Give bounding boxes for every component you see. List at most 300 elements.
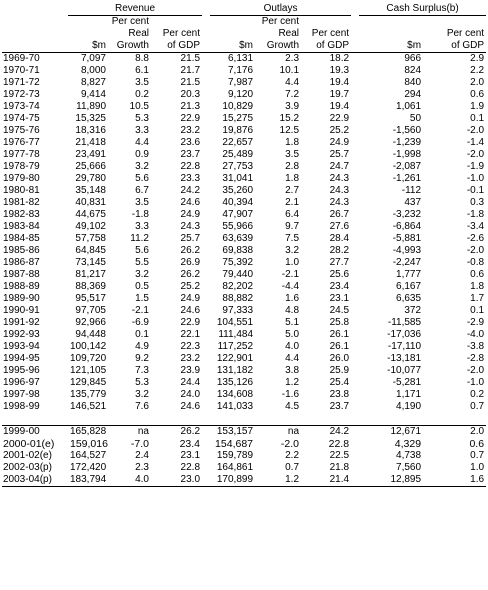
revenue-growth-cell: 3.3: [135, 125, 149, 136]
outlays-millions-cell: 63,639: [222, 233, 254, 244]
year-cell: 1987-88: [3, 269, 40, 280]
revenue-millions-cell: 44,675: [75, 209, 106, 220]
revenue-millions-cell: 109,720: [70, 353, 107, 364]
year-cell: 2002-03(p): [3, 462, 52, 473]
table-row: [2, 450, 486, 462]
year-cell: 1996-97: [3, 377, 40, 388]
outlays-millions-cell: 141,033: [216, 401, 254, 412]
revenue-growth-cell: -1.8: [131, 209, 149, 220]
outlays-growth-header-line2: Real: [278, 28, 300, 39]
outlays-millions-cell: 170,899: [210, 474, 255, 487]
surplus-millions-cell: 372: [404, 305, 422, 316]
revenue-growth-cell: 5.5: [135, 257, 149, 268]
surplus-millions-cell: -112: [401, 185, 422, 196]
surplus-gdp-cell: -1.8: [466, 209, 485, 220]
outlays-growth-cell: -2.0: [280, 438, 300, 450]
column-gap: [351, 53, 359, 66]
column-gap: [351, 113, 359, 125]
revenue-growth-cell: 5.6: [135, 245, 149, 256]
column-gap: [351, 125, 359, 137]
outlays-growth-cell: -1.6: [281, 389, 300, 400]
outlays-gdp-cell: 25.6: [329, 269, 350, 280]
outlays-millions-cell: 135,126: [216, 377, 254, 388]
outlays-gdp-cell: 24.7: [329, 161, 350, 172]
column-gap: [351, 65, 359, 77]
outlays-millions-cell: 9,120: [227, 89, 254, 100]
surplus-gdp-cell: 2.9: [470, 53, 485, 64]
revenue-gdp-cell: 22.9: [180, 113, 201, 124]
outlays-gdp-cell: 25.7: [329, 149, 350, 160]
outlays-gdp-cell: 25.4: [329, 377, 350, 388]
column-gap: [202, 101, 210, 113]
revenue-growth-cell: 3.3: [135, 221, 149, 232]
revenue-millions-cell: 64,845: [75, 245, 106, 256]
outlays-millions-cell: 55,966: [222, 221, 254, 232]
outlays-millions-cell: 35,260: [222, 185, 254, 196]
outlays-millions-cell: 40,394: [222, 197, 254, 208]
outlays-gdp-cell: 24.9: [329, 137, 350, 148]
outlays-millions-cell: 22,657: [222, 137, 254, 148]
revenue-gdp-cell: 22.1: [180, 329, 201, 340]
outlays-millions-cell: 159,789: [216, 450, 254, 461]
revenue-millions-cell: 29,780: [75, 173, 106, 184]
year-cell: 2000-01(e): [3, 438, 55, 450]
year-cell: 1993-94: [3, 341, 40, 352]
outlays-growth-cell: 3.5: [285, 149, 300, 160]
surplus-gdp-cell: 0.6: [469, 438, 485, 450]
revenue-millions-cell: 18,316: [75, 125, 106, 136]
year-cell: 1981-82: [3, 197, 40, 208]
outlays-gdp-cell: 23.8: [329, 389, 350, 400]
surplus-millions-cell: 4,738: [396, 450, 422, 461]
revenue-growth-cell: 3.5: [135, 197, 149, 208]
surplus-millions-cell: -4,993: [392, 245, 422, 256]
table-row: [2, 113, 486, 125]
column-gap: [202, 245, 210, 257]
surplus-gdp-cell: -1.4: [466, 137, 485, 148]
revenue-gdp-cell: 22.8: [180, 161, 201, 172]
surplus-millions-cell: 7,560: [396, 462, 422, 473]
year-cell: 1990-91: [3, 305, 40, 316]
column-gap: [202, 281, 210, 293]
outlays-growth-header-line3: Growth: [255, 40, 301, 53]
surplus-millions-cell: 1,061: [396, 101, 422, 112]
column-gap: [202, 257, 210, 269]
revenue-millions-cell: 25,666: [75, 161, 106, 172]
outlays-gdp-cell: 28.4: [329, 233, 350, 244]
column-gap: [351, 377, 359, 389]
column-gap: [202, 77, 210, 89]
outlays-millions-cell: 131,182: [216, 365, 254, 376]
revenue-millions-cell: 100,142: [70, 341, 107, 352]
surplus-millions-header: $m: [359, 40, 423, 53]
outlays-gdp-cell: 27.7: [329, 257, 350, 268]
surplus-gdp-cell: 2.0: [423, 426, 486, 439]
outlays-group-header: Outlays: [210, 3, 351, 16]
surplus-millions-cell: 437: [404, 197, 422, 208]
surplus-gdp-cell: 0.2: [470, 389, 485, 400]
column-gap: [351, 161, 359, 173]
cash-surplus-group-header: Cash Surplus(b): [359, 3, 486, 16]
revenue-growth-cell: 0.2: [135, 89, 149, 100]
revenue-growth-cell: 7.3: [135, 365, 149, 376]
outlays-growth-cell: 3.2: [285, 245, 300, 256]
year-cell: 1970-71: [3, 65, 40, 76]
outlays-growth-cell: 4.0: [285, 341, 300, 352]
outlays-millions-cell: 164,861: [216, 462, 254, 473]
surplus-gdp-cell: -2.8: [466, 353, 485, 364]
column-gap: [351, 353, 359, 365]
revenue-growth-cell: 3.2: [135, 269, 149, 280]
column-gap: [351, 245, 359, 257]
surplus-gdp-cell: 1.0: [470, 462, 485, 473]
outlays-millions-cell: 111,484: [218, 329, 254, 340]
surplus-millions-cell: -11,585: [387, 317, 422, 328]
table-row: [2, 53, 486, 66]
revenue-growth-cell: 4.4: [135, 137, 149, 148]
year-cell: 1969-70: [3, 53, 40, 64]
surplus-gdp-cell: -2.0: [466, 365, 485, 376]
column-gap: [202, 353, 210, 365]
column-gap: [202, 293, 210, 305]
table-row: [2, 377, 486, 389]
table-row: [2, 389, 486, 401]
revenue-gdp-cell: 24.0: [180, 389, 201, 400]
section-spacer: [2, 413, 486, 426]
surplus-millions-cell: 4,190: [396, 401, 422, 412]
table-row: [2, 474, 486, 487]
column-gap: [202, 209, 210, 221]
revenue-millions-cell: 129,845: [70, 377, 107, 388]
surplus-gdp-cell: 0.6: [470, 89, 485, 100]
revenue-growth-cell: na: [108, 426, 151, 439]
revenue-millions-cell: 97,705: [75, 305, 106, 316]
surplus-millions-cell: 1,777: [396, 269, 422, 280]
column-gap: [202, 401, 210, 413]
revenue-gdp-cell: 22.9: [180, 317, 201, 328]
revenue-growth-cell: 2.3: [135, 462, 149, 473]
outlays-gdp-cell: 26.0: [329, 353, 350, 364]
outlays-growth-cell: 1.8: [285, 173, 300, 184]
revenue-growth-cell: 1.5: [135, 293, 149, 304]
revenue-growth-cell: 5.3: [135, 377, 149, 388]
column-gap: [202, 137, 210, 149]
table-row: [2, 426, 486, 439]
outlays-millions-cell: 7,176: [227, 65, 254, 76]
surplus-millions-cell: 840: [404, 77, 422, 88]
surplus-gdp-header-line1: Per cent: [446, 28, 485, 39]
surplus-millions-cell: -1,261: [392, 173, 422, 184]
column-gap: [351, 365, 359, 377]
outlays-millions-cell: 154,687: [215, 438, 254, 450]
revenue-gdp-cell: 24.2: [180, 185, 201, 196]
revenue-millions-cell: 95,517: [75, 293, 106, 304]
column-gap: [351, 209, 359, 221]
column-gap: [351, 101, 359, 113]
outlays-millions-cell: 88,882: [222, 293, 254, 304]
revenue-growth-cell: 10.5: [129, 101, 149, 112]
outlays-gdp-cell: 22.5: [329, 450, 350, 461]
outlays-growth-cell: 3.9: [285, 101, 300, 112]
year-cell: 1994-95: [3, 353, 40, 364]
table-row: [2, 462, 486, 474]
table-row: [2, 65, 486, 77]
surplus-gdp-cell: 1.9: [470, 101, 485, 112]
table-row: [2, 161, 486, 173]
surplus-millions-cell: -13,181: [387, 353, 422, 364]
column-gap: [202, 185, 210, 197]
revenue-growth-cell: 5.3: [135, 113, 149, 124]
outlays-gdp-cell: 24.5: [329, 305, 350, 316]
outlays-growth-cell: 1.2: [255, 474, 301, 487]
revenue-growth-cell: 0.1: [135, 329, 149, 340]
year-cell: 1977-78: [3, 149, 40, 160]
outlays-millions-cell: 27,753: [222, 161, 254, 172]
surplus-millions-cell: 294: [404, 89, 422, 100]
revenue-growth-cell: 6.7: [135, 185, 149, 196]
outlays-growth-cell: 1.2: [285, 377, 300, 388]
surplus-gdp-cell: -2.9: [466, 317, 485, 328]
revenue-millions-cell: 15,325: [75, 113, 106, 124]
surplus-gdp-cell: 1.7: [470, 293, 485, 304]
revenue-millions-cell: 21,418: [75, 137, 106, 148]
revenue-gdp-cell: 21.3: [180, 101, 201, 112]
surplus-millions-cell: -17,036: [387, 329, 422, 340]
year-cell: 1984-85: [3, 233, 40, 244]
outlays-gdp-cell: 19.7: [329, 89, 350, 100]
revenue-growth-cell: 0.5: [135, 281, 149, 292]
table-row: [2, 341, 486, 353]
outlays-millions-cell: 153,157: [210, 426, 255, 439]
surplus-gdp-cell: -2.0: [466, 125, 485, 136]
column-gap: [202, 65, 210, 77]
outlays-gdp-cell: 24.3: [329, 197, 350, 208]
surplus-millions-cell: -6,864: [392, 221, 422, 232]
outlays-growth-cell: 5.0: [285, 329, 300, 340]
year-cell: 1974-75: [3, 113, 40, 124]
column-gap: [351, 173, 359, 185]
revenue-millions-cell: 73,145: [75, 257, 106, 268]
revenue-gdp-cell: 20.3: [180, 89, 201, 100]
surplus-gdp-cell: 1.6: [423, 474, 486, 487]
revenue-millions-cell: 92,966: [75, 317, 106, 328]
table-row: [2, 89, 486, 101]
year-cell: 1975-76: [3, 125, 40, 136]
surplus-gdp-cell: 0.7: [470, 450, 485, 461]
revenue-millions-cell: 121,105: [70, 365, 107, 376]
outlays-gdp-cell: 26.1: [329, 341, 350, 352]
table-row: [2, 365, 486, 377]
table-row: [2, 438, 486, 450]
column-gap: [202, 341, 210, 353]
year-cell: 1978-79: [3, 161, 40, 172]
outlays-growth-cell: 2.1: [285, 197, 300, 208]
year-cell: 2003-04(p): [2, 474, 68, 487]
revenue-gdp-cell: 25.2: [180, 281, 201, 292]
column-gap: [202, 438, 210, 450]
column-gap: [202, 389, 210, 401]
outlays-millions-cell: 31,041: [222, 173, 254, 184]
revenue-gdp-cell: 24.6: [180, 305, 201, 316]
surplus-gdp-cell: 0.7: [470, 401, 485, 412]
table-row: [2, 401, 486, 413]
surplus-gdp-cell: -0.8: [466, 257, 485, 268]
table-row: [2, 77, 486, 89]
revenue-gdp-cell: 26.2: [151, 426, 202, 439]
revenue-gdp-cell: 23.3: [180, 173, 201, 184]
column-gap: [351, 137, 359, 149]
column-gap: [202, 197, 210, 209]
revenue-millions-cell: 23,491: [75, 149, 106, 160]
surplus-millions-cell: -3,232: [392, 209, 422, 220]
column-gap: [351, 269, 359, 281]
surplus-millions-cell: 1,171: [396, 389, 422, 400]
outlays-gdp-cell: 23.4: [329, 281, 350, 292]
column-gap: [351, 281, 359, 293]
revenue-gdp-cell: 23.1: [180, 450, 201, 461]
outlays-gdp-cell: 23.7: [329, 401, 350, 412]
column-gap: [202, 233, 210, 245]
outlays-gdp-cell: 28.2: [329, 245, 350, 256]
surplus-millions-cell: 50: [409, 113, 422, 124]
outlays-millions-cell: 97,333: [222, 305, 254, 316]
table-row: [2, 257, 486, 269]
revenue-millions-cell: 8,000: [80, 65, 106, 76]
surplus-millions-cell: -2,087: [392, 161, 422, 172]
revenue-gdp-cell: 21.7: [180, 65, 201, 76]
revenue-millions-cell: 135,779: [70, 389, 107, 400]
outlays-millions-cell: 75,392: [222, 257, 254, 268]
surplus-gdp-cell: 0.1: [470, 305, 485, 316]
outlays-growth-cell: -4.4: [281, 281, 300, 292]
table-row: [2, 221, 486, 233]
column-gap: [202, 53, 210, 66]
revenue-gdp-cell: 24.6: [180, 401, 201, 412]
year-cell: 1985-86: [3, 245, 40, 256]
outlays-growth-cell: 4.4: [285, 77, 300, 88]
column-gap: [351, 233, 359, 245]
year-cell: 1998-99: [3, 401, 40, 412]
column-gap: [351, 329, 359, 341]
outlays-growth-cell: 10.1: [279, 65, 300, 76]
surplus-millions-cell: 966: [404, 53, 422, 64]
subheader-row-1: [2, 16, 486, 29]
revenue-gdp-cell: 25.7: [180, 233, 201, 244]
column-gap: [202, 161, 210, 173]
outlays-gdp-cell: 25.2: [329, 125, 350, 136]
outlays-growth-cell: 7.2: [285, 89, 300, 100]
outlays-gdp-cell: 18.2: [329, 53, 350, 64]
revenue-millions-cell: 9,414: [80, 89, 106, 100]
revenue-millions-cell: 183,794: [70, 474, 107, 485]
column-gap: [351, 257, 359, 269]
column-gap: [202, 113, 210, 125]
revenue-millions-cell: 164,527: [70, 450, 107, 461]
revenue-gdp-cell: 21.5: [180, 53, 201, 64]
column-gap: [351, 426, 359, 439]
year-cell: 1989-90: [3, 293, 40, 304]
outlays-growth-cell: 7.5: [285, 233, 300, 244]
outlays-gdp-cell: 22.8: [328, 438, 350, 450]
outlays-growth-cell: 3.8: [285, 365, 300, 376]
outlays-millions-cell: 79,440: [222, 269, 254, 280]
column-gap: [351, 149, 359, 161]
outlays-gdp-header-line2: of GDP: [301, 40, 351, 53]
column-gap: [202, 89, 210, 101]
surplus-gdp-cell: 2.0: [470, 77, 485, 88]
revenue-millions-header: $m: [68, 40, 108, 53]
table-row: [2, 281, 486, 293]
revenue-gdp-cell: 26.9: [180, 257, 201, 268]
outlays-gdp-cell: 25.9: [329, 365, 350, 376]
surplus-millions-cell: 824: [404, 65, 422, 76]
column-gap: [202, 305, 210, 317]
outlays-growth-cell: 5.1: [285, 317, 300, 328]
revenue-growth-cell: -6.9: [131, 317, 149, 328]
surplus-gdp-cell: -2.0: [466, 245, 485, 256]
table-row: [2, 329, 486, 341]
surplus-millions-cell: -5,881: [392, 233, 422, 244]
outlays-gdp-cell: 26.7: [329, 209, 350, 220]
outlays-growth-cell: 1.0: [285, 257, 300, 268]
surplus-gdp-cell: 1.8: [470, 281, 485, 292]
column-gap: [351, 293, 359, 305]
table-row: [2, 185, 486, 197]
outlays-gdp-cell: 24.3: [329, 185, 350, 196]
surplus-millions-cell: 12,671: [359, 426, 423, 439]
outlays-millions-cell: 25,489: [222, 149, 254, 160]
table-row: [2, 209, 486, 221]
surplus-gdp-cell: -2.6: [466, 233, 485, 244]
revenue-millions-cell: 88,369: [75, 281, 106, 292]
surplus-gdp-cell: -1.0: [466, 377, 485, 388]
surplus-millions-cell: -5,281: [392, 377, 422, 388]
revenue-gdp-cell: 24.9: [180, 209, 201, 220]
table-row: [2, 101, 486, 113]
column-gap: [351, 438, 359, 450]
revenue-gdp-cell: 24.9: [180, 293, 201, 304]
revenue-millions-cell: 49,102: [75, 221, 106, 232]
surplus-gdp-cell: 0.1: [470, 113, 485, 124]
revenue-growth-cell: 0.9: [135, 149, 149, 160]
revenue-gdp-cell: 22.8: [180, 462, 201, 473]
revenue-gdp-cell: 23.6: [180, 137, 201, 148]
outlays-gdp-cell: 27.6: [329, 221, 350, 232]
column-gap: [351, 89, 359, 101]
outlays-growth-cell: 4.5: [285, 401, 300, 412]
revenue-millions-cell: 165,828: [70, 426, 107, 437]
outlays-growth-cell: 2.2: [285, 450, 300, 461]
table-body: [2, 53, 486, 487]
outlays-gdp-cell: 23.1: [329, 293, 350, 304]
surplus-gdp-cell: -2.0: [466, 149, 485, 160]
surplus-gdp-cell: -0.1: [466, 185, 485, 196]
column-gap: [351, 185, 359, 197]
outlays-growth-cell: 15.2: [279, 113, 300, 124]
revenue-millions-cell: 40,831: [75, 197, 106, 208]
group-header-row: [2, 3, 486, 16]
revenue-growth-cell: 11.2: [130, 233, 149, 244]
year-cell: 1992-93: [3, 329, 40, 340]
column-gap: [202, 474, 210, 487]
outlays-gdp-cell: 19.3: [329, 65, 350, 76]
column-gap: [202, 125, 210, 137]
outlays-millions-cell: 122,901: [216, 353, 254, 364]
surplus-millions-cell: 12,895: [359, 474, 423, 487]
column-gap: [351, 77, 359, 89]
surplus-gdp-cell: -4.0: [466, 329, 485, 340]
year-cell: 1999-00: [2, 426, 68, 439]
